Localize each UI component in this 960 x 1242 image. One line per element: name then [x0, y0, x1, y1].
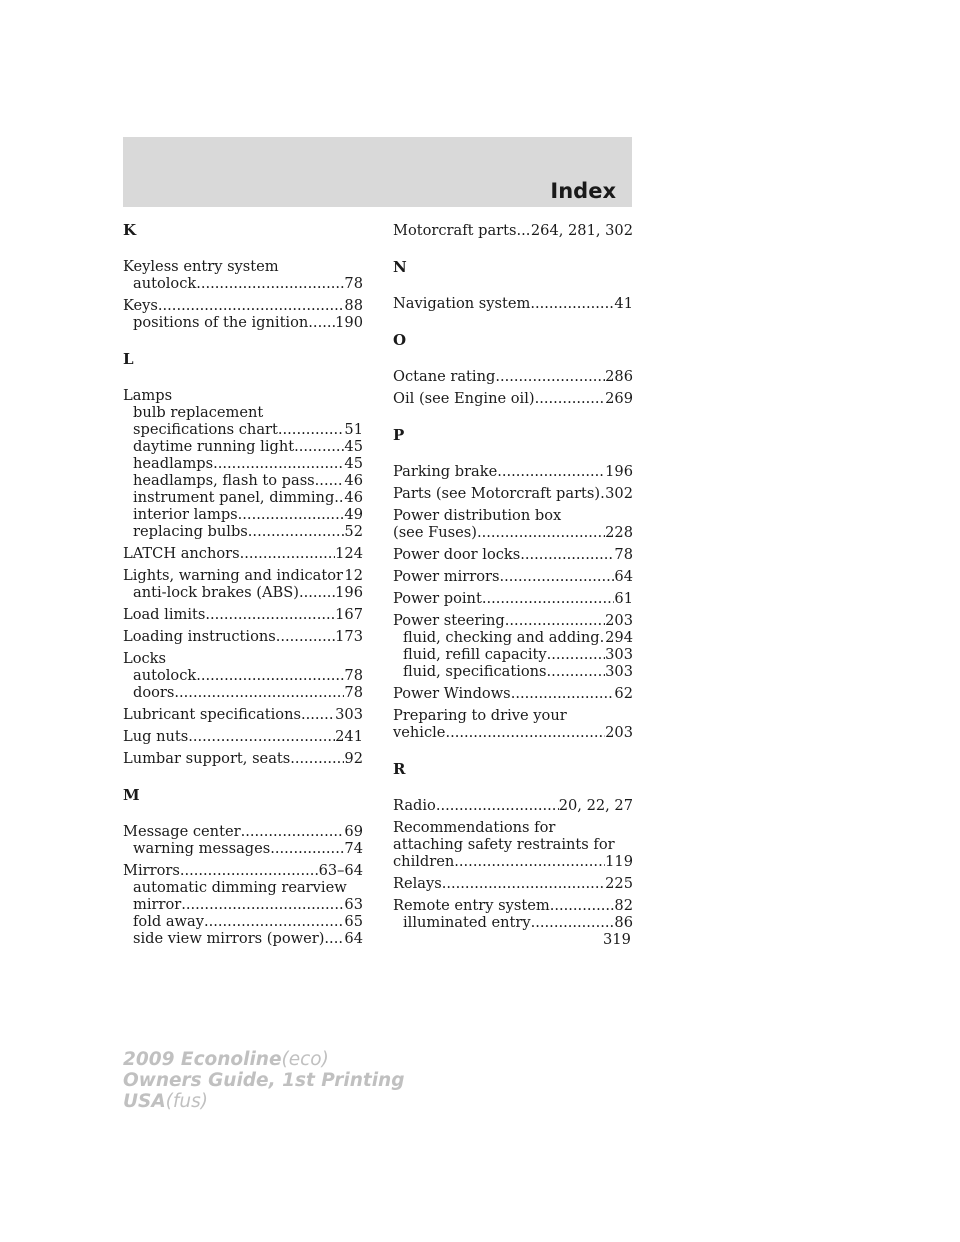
index-entry [123, 545, 363, 562]
dot-leader [181, 896, 344, 913]
index-subentry [123, 489, 363, 506]
dot-leader [188, 728, 335, 745]
index-entry [393, 685, 633, 702]
dot-leader [240, 545, 336, 562]
dot-leader [180, 862, 319, 879]
index-entry-line [393, 707, 633, 724]
entry-term: fluid, checking and adding [403, 629, 600, 646]
dot-leader [550, 897, 615, 914]
entry-term: Power steering [393, 612, 505, 629]
entry-page-ref: 45 [344, 438, 363, 455]
entry-page-ref: 51 [344, 421, 363, 438]
index-entry [123, 258, 363, 292]
dot-leader [315, 472, 345, 489]
index-entry-line [393, 568, 633, 585]
entry-term: Motorcraft parts [393, 222, 517, 239]
entry-term: Lubricant specifications [123, 706, 301, 723]
entry-term: LATCH anchors [123, 545, 240, 562]
dot-leader [238, 506, 345, 523]
entry-term: Oil (see Engine oil) [393, 390, 535, 407]
index-subentry [123, 913, 363, 930]
entry-page-ref: 78 [344, 667, 363, 684]
footer-line-printing: Owners Guide, 1st Printing [123, 1070, 405, 1091]
entry-term: Keys [123, 297, 158, 314]
dot-leader [531, 914, 615, 931]
dot-leader [290, 750, 344, 767]
index-entry-line [393, 836, 633, 853]
index-subentry [123, 506, 363, 523]
entry-term: Radio [393, 797, 436, 814]
dot-leader [334, 489, 344, 506]
index-subentry [393, 629, 633, 646]
index-entry [393, 797, 633, 814]
index-entry [393, 546, 633, 563]
dot-leader [436, 797, 559, 814]
index-header-bar [123, 137, 632, 207]
dot-leader [482, 590, 615, 607]
index-entry-line [393, 590, 633, 607]
entry-term: Loading instructions [123, 628, 276, 645]
index-entry-line [393, 485, 633, 502]
index-subentry [123, 421, 363, 438]
entry-term: attaching safety restraints for [393, 836, 615, 853]
page-number: 319 [603, 931, 631, 948]
index-subentry [123, 523, 363, 540]
footer-model-code: (eco) [281, 1049, 329, 1070]
entry-page-ref: 228 [605, 524, 633, 541]
entry-page-ref: 173 [335, 628, 363, 645]
entry-term: Lamps [123, 387, 173, 404]
entry-term: mirror [133, 896, 182, 913]
index-entry-line [393, 463, 633, 480]
index-entry [123, 650, 363, 701]
footer-market: USA [123, 1091, 166, 1112]
index-subentry [123, 472, 363, 489]
index-entry-line [393, 853, 633, 870]
index-entry-line [393, 546, 633, 563]
dot-leader [301, 706, 335, 723]
entry-page-ref: 61 [614, 590, 633, 607]
dot-leader [547, 663, 606, 680]
index-entry [123, 387, 363, 540]
entry-page-ref: 69 [344, 823, 363, 840]
entry-page-ref: 241 [335, 728, 363, 745]
entry-page-ref: 203 [605, 612, 633, 629]
index-entry-line [123, 387, 363, 404]
index-entry-line [123, 706, 363, 723]
index-entry-line [123, 862, 363, 879]
dot-leader [520, 546, 614, 563]
index-entry-line [123, 545, 363, 562]
entry-term: headlamps [133, 455, 214, 472]
entry-page-ref: 196 [335, 584, 363, 601]
dot-leader [294, 438, 344, 455]
entry-term: Relays [393, 875, 442, 892]
section-letter-l: L [123, 350, 134, 368]
entry-page-ref: 49 [344, 506, 363, 523]
index-entry [393, 568, 633, 585]
index-subentry [123, 667, 363, 684]
index-entry [123, 728, 363, 745]
index-entry [393, 222, 633, 239]
index-subentry [123, 879, 363, 896]
entry-term: Keyless entry system [123, 258, 279, 275]
index-entry-line [393, 295, 633, 312]
dot-leader [158, 297, 345, 314]
entry-page-ref: 64 [614, 568, 633, 585]
dot-leader [299, 584, 335, 601]
dot-leader [196, 275, 344, 292]
index-entry-line [123, 628, 363, 645]
index-subentry [393, 663, 633, 680]
index-subentry [123, 840, 363, 857]
entry-term: daytime running light [133, 438, 295, 455]
dot-leader [535, 390, 606, 407]
page-title: Index [550, 179, 616, 203]
entry-term: Lug nuts [123, 728, 189, 745]
entry-term: doors [133, 684, 175, 701]
index-entry [123, 862, 363, 947]
index-entry-line [393, 685, 633, 702]
entry-term: children [393, 853, 455, 870]
entry-term: interior lamps [133, 506, 238, 523]
index-entry-line [393, 875, 633, 892]
entry-term: Power Windows [393, 685, 511, 702]
entry-term: Load limits [123, 606, 206, 623]
entry-term: specifications chart [133, 421, 278, 438]
dot-leader [505, 612, 605, 629]
dot-leader [497, 463, 605, 480]
dot-leader [241, 823, 345, 840]
entry-page-ref: 52 [344, 523, 363, 540]
entry-term: Power mirrors [393, 568, 500, 585]
index-column-right [393, 222, 633, 936]
entry-page-ref: 286 [605, 368, 633, 385]
dot-leader [213, 455, 344, 472]
entry-page-ref: 41 [614, 295, 633, 312]
dot-leader [511, 685, 615, 702]
footer-line-model [123, 1049, 404, 1070]
index-subentry [123, 930, 363, 947]
entry-page-ref: 269 [605, 390, 633, 407]
entry-page-ref: 63 [344, 896, 363, 913]
index-entry-line [393, 724, 633, 741]
dot-leader [248, 523, 345, 540]
entry-page-ref: 46 [344, 472, 363, 489]
entry-term: Lights, warning and indicator [123, 567, 344, 584]
entry-term: Mirrors [123, 862, 180, 879]
dot-leader [477, 524, 605, 541]
dot-leader [174, 684, 344, 701]
index-entry [393, 507, 633, 541]
entry-page-ref: 63–64 [318, 862, 363, 879]
entry-term: bulb replacement [133, 404, 264, 421]
entry-page-ref: 88 [344, 297, 363, 314]
dot-leader [196, 667, 344, 684]
entry-term: anti-lock brakes (ABS) [133, 584, 299, 601]
index-entry [123, 628, 363, 645]
entry-page-ref: 303 [335, 706, 363, 723]
index-entry-line [123, 750, 363, 767]
entry-page-ref: 303 [605, 646, 633, 663]
entry-page-ref: 203 [605, 724, 633, 741]
entry-term: Octane rating [393, 368, 496, 385]
footer-line-market [123, 1091, 404, 1112]
index-entry-line [393, 368, 633, 385]
entry-term: Locks [123, 650, 166, 667]
entry-term: illuminated entry [403, 914, 531, 931]
entry-page-ref: 303 [605, 663, 633, 680]
entry-page-ref: 196 [605, 463, 633, 480]
section-letter-r: R [393, 760, 406, 778]
section-letter-n: N [393, 258, 407, 276]
document-footer [123, 1049, 404, 1112]
index-entry [393, 707, 633, 741]
index-entry [123, 823, 363, 857]
dot-leader [499, 568, 614, 585]
entry-page-ref: 264, 281, 302 [530, 222, 633, 239]
entry-page-ref: 86 [614, 914, 633, 931]
entry-page-ref: 12 [344, 567, 363, 584]
index-subentry [123, 314, 363, 331]
entry-term: Recommendations for [393, 819, 556, 836]
entry-page-ref: 82 [614, 897, 633, 914]
index-entry [393, 485, 633, 502]
entry-term: side view mirrors (power) [133, 930, 325, 947]
dot-leader [324, 930, 344, 947]
index-entry [393, 295, 633, 312]
entry-page-ref: 167 [335, 606, 363, 623]
entry-term: automatic dimming rearview [133, 879, 347, 896]
dot-leader [204, 913, 344, 930]
index-entry-line [123, 258, 363, 275]
entry-term: Preparing to drive your [393, 707, 567, 724]
entry-term: Power distribution box [393, 507, 562, 524]
index-entry [393, 819, 633, 870]
entry-page-ref: 64 [344, 930, 363, 947]
entry-term: fluid, refill capacity [403, 646, 547, 663]
entry-page-ref: 45 [344, 455, 363, 472]
index-subentry [393, 646, 633, 663]
index-entry-line [393, 222, 633, 239]
index-entry-line [393, 797, 633, 814]
entry-page-ref: 46 [344, 489, 363, 506]
dot-leader [442, 875, 605, 892]
dot-leader [205, 606, 335, 623]
entry-page-ref: 78 [344, 275, 363, 292]
section-letter-p: P [393, 426, 405, 444]
entry-term: replacing bulbs [133, 523, 248, 540]
entry-term: Power door locks [393, 546, 521, 563]
entry-page-ref: 74 [344, 840, 363, 857]
index-subentry [123, 896, 363, 913]
entry-term: Navigation system [393, 295, 531, 312]
index-entry-line [393, 897, 633, 914]
index-subentry [393, 914, 633, 931]
entry-term: autolock [133, 667, 197, 684]
index-entry-line [123, 650, 363, 667]
entry-page-ref: 78 [344, 684, 363, 701]
entry-page-ref: 78 [614, 546, 633, 563]
dot-leader [276, 628, 335, 645]
section-letter-k: K [123, 221, 137, 239]
index-entry-line [393, 524, 633, 541]
entry-term: Parts (see Motorcraft parts) [393, 485, 601, 502]
index-entry-line [393, 390, 633, 407]
index-entry [393, 590, 633, 607]
entry-term: fluid, specifications [403, 663, 547, 680]
entry-page-ref: 302 [605, 485, 633, 502]
index-subentry [123, 438, 363, 455]
index-subentry [123, 275, 363, 292]
index-entry [393, 463, 633, 480]
index-entry [123, 297, 363, 331]
entry-term: positions of the ignition [133, 314, 309, 331]
dot-leader [270, 840, 344, 857]
index-entry-line [393, 819, 633, 836]
footer-model: 2009 Econoline [123, 1049, 282, 1070]
section-letter-o: O [393, 331, 407, 349]
entry-page-ref: 20, 22, 27 [558, 797, 633, 814]
entry-page-ref: 65 [344, 913, 363, 930]
index-entry [393, 612, 633, 680]
entry-term: headlamps, flash to pass [133, 472, 315, 489]
entry-term: (see Fuses) [393, 524, 477, 541]
entry-term: vehicle [393, 724, 446, 741]
entry-page-ref: 62 [614, 685, 633, 702]
index-entry-line [123, 606, 363, 623]
entry-term: fold away [133, 913, 204, 930]
index-entry [123, 606, 363, 623]
entry-term: Parking brake [393, 463, 498, 480]
dot-leader [308, 314, 335, 331]
entry-term: warning messages [133, 840, 271, 857]
index-entry-line [123, 567, 363, 584]
entry-term: Lumbar support, seats [123, 750, 291, 767]
entry-page-ref: 294 [605, 629, 633, 646]
entry-page-ref: 124 [335, 545, 363, 562]
index-entry [123, 750, 363, 767]
index-entry [393, 875, 633, 892]
entry-page-ref: 225 [605, 875, 633, 892]
dot-leader [516, 222, 530, 239]
footer-market-code: (fus) [165, 1091, 208, 1112]
entry-page-ref: 190 [335, 314, 363, 331]
index-subentry [123, 684, 363, 701]
entry-page-ref: 119 [605, 853, 633, 870]
entry-page-ref: 92 [344, 750, 363, 767]
dot-leader [547, 646, 606, 663]
index-column-left [123, 222, 363, 952]
index-entry-line [393, 612, 633, 629]
entry-term: Message center [123, 823, 241, 840]
entry-term: instrument panel, dimming [133, 489, 335, 506]
entry-term: Remote entry system [393, 897, 550, 914]
section-letter-m: M [123, 786, 140, 804]
index-entry-line [123, 728, 363, 745]
index-entry [123, 706, 363, 723]
index-subentry [123, 455, 363, 472]
index-subentry [123, 584, 363, 601]
dot-leader [495, 368, 605, 385]
dot-leader [530, 295, 614, 312]
dot-leader [454, 853, 605, 870]
index-entry-line [123, 297, 363, 314]
entry-term: autolock [133, 275, 197, 292]
entry-term: Power point [393, 590, 482, 607]
index-entry [393, 368, 633, 385]
index-entry [393, 897, 633, 931]
index-entry-line [123, 823, 363, 840]
dot-leader [445, 724, 605, 741]
index-subentry [123, 404, 363, 421]
index-entry [393, 390, 633, 407]
index-entry-line [393, 507, 633, 524]
dot-leader [278, 421, 345, 438]
index-entry [123, 567, 363, 601]
